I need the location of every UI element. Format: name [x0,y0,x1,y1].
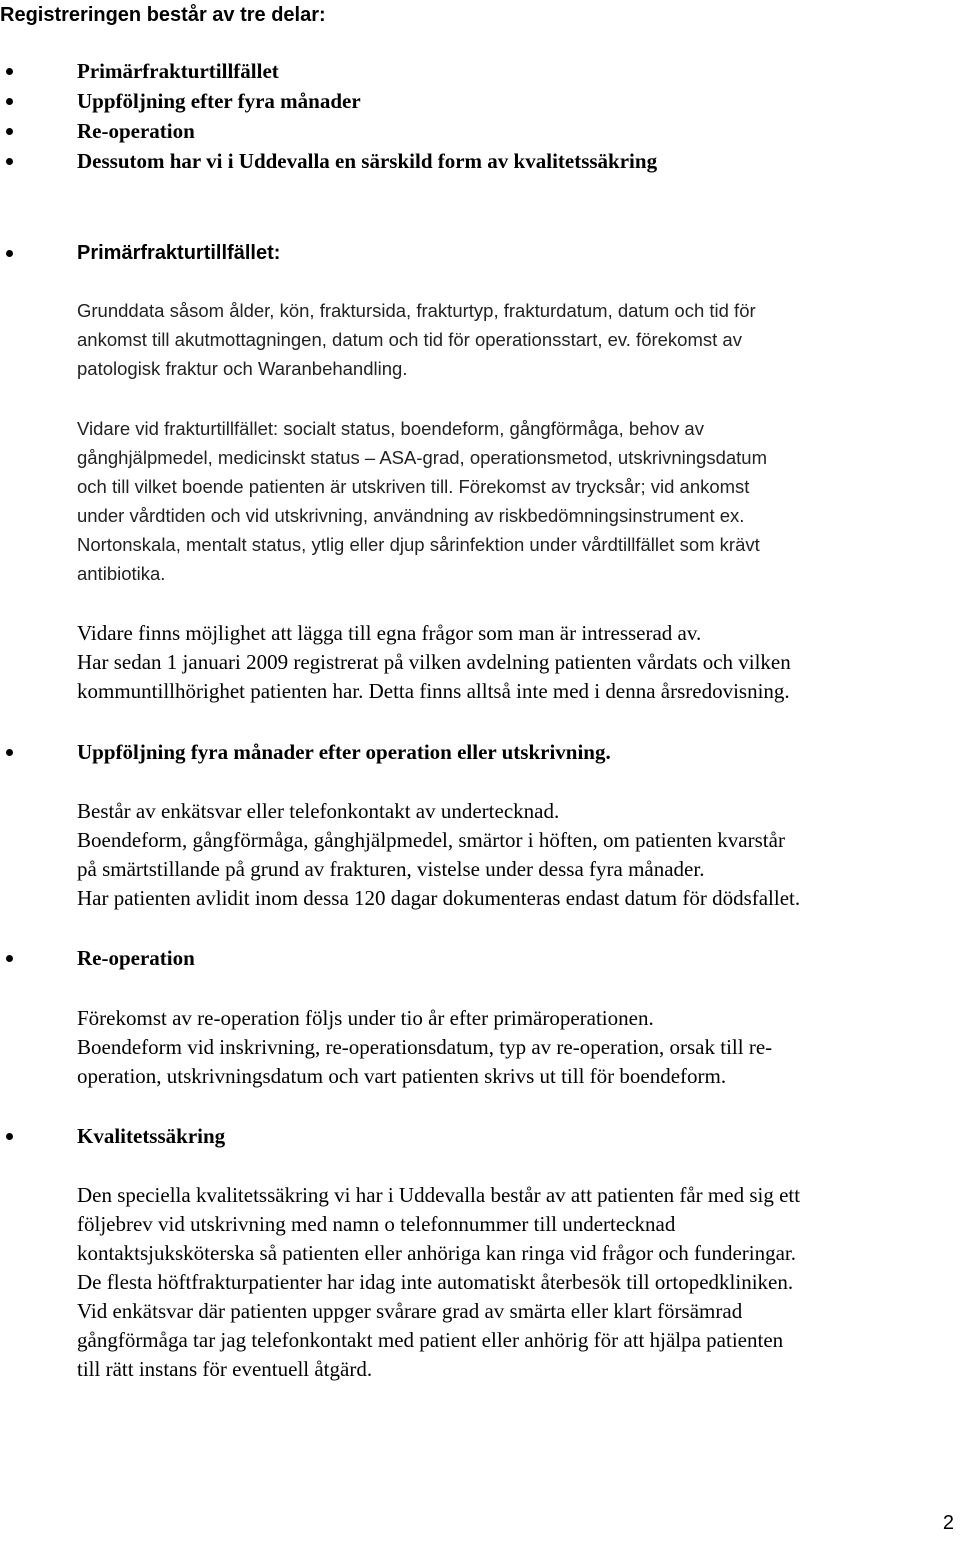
section1-para3-line: Vidare finns möjlighet att lägga till egna frågor som man är intresserad av. [77,621,702,645]
section4-para-line: följebrev vid utskrivning med namn o telefonnummer till undertecknad [77,1212,676,1236]
bullet-icon [6,68,13,75]
page-heading: Registreringen består av tre delar: [0,4,326,26]
section2-para-line: Boendeform, gångförmåga, gånghjälpmedel, smärtor i höften, om patienten kvarstår [77,828,785,852]
overview-item-3: Re-operation [77,119,195,143]
section4-title: Kvalitetssäkring [77,1124,226,1148]
section1-para1-line: Grunddata såsom ålder, kön, fraktursida, frakturtyp, frakturdatum, datum och tid för [77,300,756,321]
section4-para-line: kontaktsjuksköterska så patienten eller anhöriga kan ringa vid frågor och funderingar. [77,1241,797,1265]
section1-para3-line: Har sedan 1 januari 2009 registrerat på vilken avdelning patienten vårdats och vilken [77,650,791,674]
section2-para-line: Har patienten avlidit inom dessa 120 dagar dokumenteras endast datum för dödsfallet. [77,886,801,910]
page-number: 2 [942,1512,954,1534]
section4-para-line: till rätt instans för eventuell åtgärd. [77,1357,373,1381]
section1-para2-line: gånghjälpmedel, medicinskt status – ASA-grad, operationsmetod, utskrivningsdatum [77,447,768,468]
section4-para-line: gångförmåga tar jag telefonkontakt med patient eller anhörig för att hjälpa patienten [77,1328,784,1352]
section1-para3-line: kommuntillhörighet patienten har. Detta finns alltså inte med i denna årsredovisning. [77,679,790,703]
section4-para-line: Den speciella kvalitetssäkring vi har i Uddevalla består av att patienten får med sig ett [77,1183,801,1207]
section3-para-line: Förekomst av re-operation följs under tio år efter primäroperationen. [77,1006,654,1030]
overview-item-4: Dessutom har vi i Uddevalla en särskild form av kvalitetssäkring [77,149,658,173]
bullet-icon [6,1133,13,1140]
overview-item-2: Uppföljning efter fyra månader [77,89,361,113]
bullet-icon [6,749,13,756]
section1-para2-line: och till vilket boende patienten är utskriven till. Förekomst av trycksår; vid ankomst [77,476,750,497]
section1-para2-line: Nortonskala, mentalt status, ytlig eller djup sårinfektion under vårdtillfället som krävt [77,534,760,555]
section1-para2-line: under vårdtiden och vid utskrivning, användning av riskbedömningsinstrument ex. [77,505,745,526]
bullet-icon [6,250,13,257]
section3-para-line: Boendeform vid inskrivning, re-operationsdatum, typ av re-operation, orsak till re- [77,1035,773,1059]
section1-title: Primärfrakturtillfället: [77,242,281,264]
section3-title: Re-operation [77,946,195,970]
section1-para1-line: ankomst till akutmottagningen, datum och tid för operationsstart, ev. förekomst av [77,329,742,350]
bullet-icon [6,955,13,962]
bullet-icon [6,158,13,165]
section3-para-line: operation, utskrivningsdatum och vart patienten skrivs ut till för boendeform. [77,1064,727,1088]
section4-para-line: De flesta höftfrakturpatienter har idag inte automatiskt återbesök till ortopedkliniken. [77,1270,794,1294]
section1-para1-line: patologisk fraktur och Waranbehandling. [77,358,408,379]
section1-para2-line: antibiotika. [77,563,166,584]
section2-para-line: Består av enkätsvar eller telefonkontakt av undertecknad. [77,799,560,823]
section2-para-line: på smärtstillande på grund av frakturen, vistelse under dessa fyra månader. [77,857,705,881]
overview-item-1: Primärfrakturtillfället [77,59,279,83]
bullet-icon [6,128,13,135]
section2-title: Uppföljning fyra månader efter operation eller utskrivning. [77,740,611,764]
bullet-icon [6,98,13,105]
section4-para-line: Vid enkätsvar där patienten uppger svårare grad av smärta eller klart försämrad [77,1299,743,1323]
section1-para2-line: Vidare vid frakturtillfället: socialt status, boendeform, gångförmåga, behov av [77,418,704,439]
